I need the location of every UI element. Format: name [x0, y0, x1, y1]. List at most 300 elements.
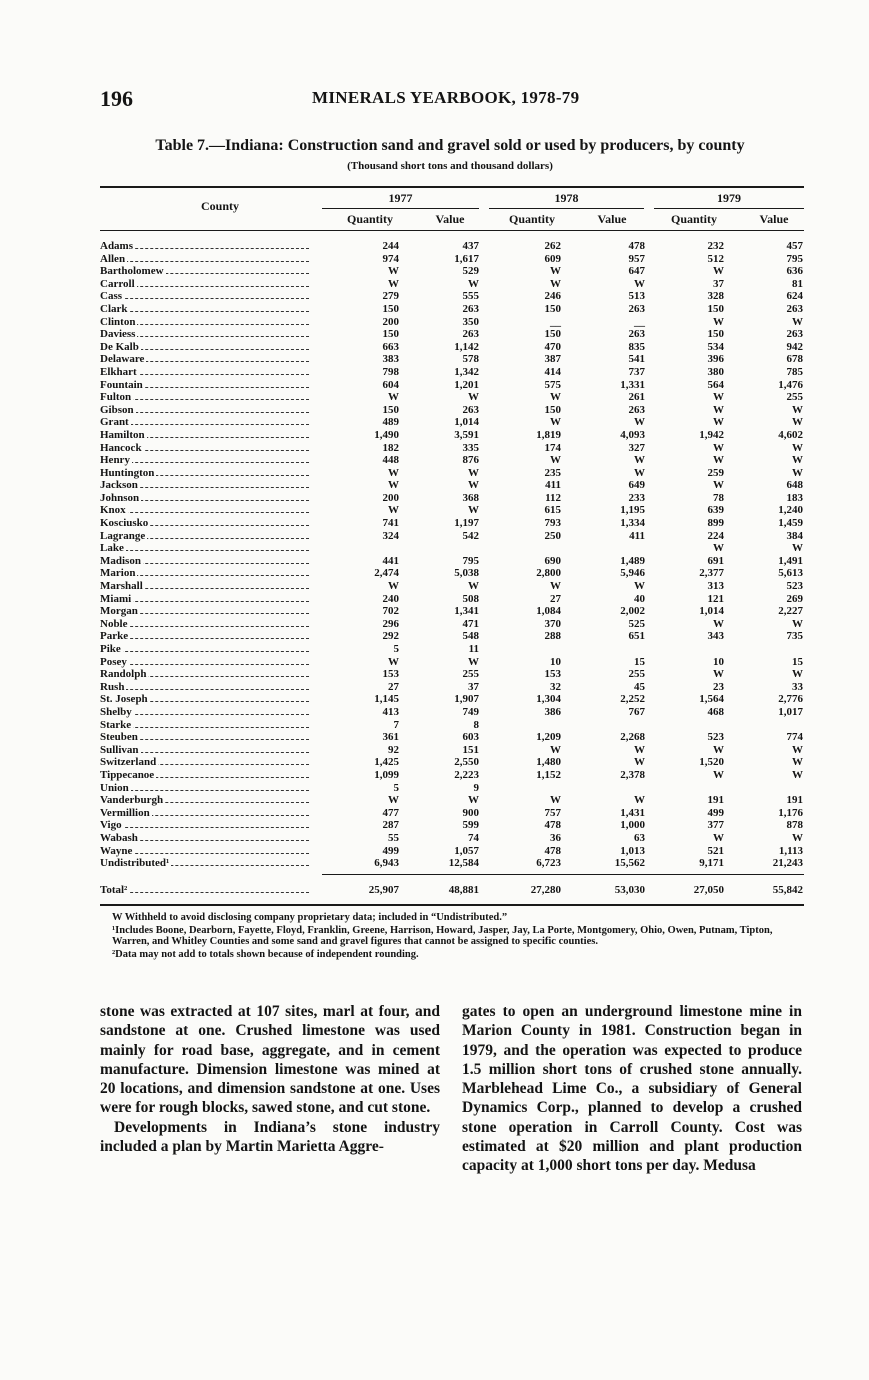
quantity-1977-cell: 448 [382, 454, 399, 467]
total-label-cell [100, 884, 315, 896]
county-cell [100, 479, 315, 492]
county-name: Johnson [100, 491, 140, 504]
county-cell [100, 416, 315, 429]
quantity-1979-cell [645, 719, 724, 732]
value-1977-cell: 1,617 [454, 252, 479, 265]
value-1977-cell: 8 [473, 718, 479, 731]
value-1978-cell: W [634, 466, 645, 479]
quantity-1978-cell: 1,480 [536, 756, 561, 769]
quantity-1978-cell: 1,209 [536, 731, 561, 744]
table-row [100, 857, 804, 870]
quantity-1977-cell: 27 [388, 680, 399, 693]
quantity-1979-cell: 534 [707, 340, 724, 353]
value-1978-cell: 261 [628, 391, 645, 404]
county-cell [100, 278, 315, 291]
table-row [100, 328, 804, 341]
quantity-1979-cell: 343 [707, 630, 724, 643]
quantity-1978-cell: 1,819 [536, 428, 561, 441]
quantity-1977-cell: W [388, 265, 399, 278]
quantity-1977-cell: 383 [382, 353, 399, 366]
value-1978-cell: 63 [634, 831, 645, 844]
value-1979-cell: 263 [786, 302, 803, 315]
county-cell [100, 517, 315, 530]
table-row [100, 316, 804, 329]
value-1977-cell: 603 [462, 731, 479, 744]
value-1978-cell: 835 [628, 340, 645, 353]
table-row [100, 656, 804, 669]
total-quantity-1977: 25,907 [368, 884, 399, 896]
quantity-1979-cell: 512 [707, 252, 724, 265]
year-1977-rule [322, 208, 479, 209]
table-row [100, 404, 804, 417]
value-1979-cell: 81 [792, 277, 803, 290]
quantity-1979-cell: 1,942 [699, 428, 724, 441]
county-name: Randolph [100, 668, 147, 681]
year-1979-rule [654, 208, 804, 209]
table-row [100, 542, 804, 555]
dot-leader [100, 261, 309, 262]
quantity-1978-cell: 262 [544, 240, 561, 252]
county-name: Union [100, 781, 129, 794]
quantity-1977-cell: 324 [382, 529, 399, 542]
footnote-1: ¹Includes Boone, Dearborn, Fayette, Floyd, Franklin, Greene, Harrison, Howard, Jasper, Jay, La Porte, Montgomery, Ohio, Owen, Putnam, Tipton, Warren, and Whitley Counties and some sand and gravel figures that cannot be assigned to specific counties. [112, 924, 773, 947]
quantity-1978-cell: 1,084 [536, 605, 561, 618]
county-name: Switzerland [100, 756, 157, 769]
subheader-value-1979: Value [759, 212, 789, 226]
value-1978-cell: 767 [628, 705, 645, 718]
value-1979-cell: 1,459 [778, 517, 803, 530]
value-1979-cell: 523 [786, 580, 803, 593]
left-paragraph-2: Developments in Indiana’s stone industry included a plan by Martin Marietta Aggre- [100, 1118, 440, 1156]
quantity-1979-cell: W [713, 416, 724, 429]
value-1979-cell: 735 [786, 630, 803, 643]
quantity-1977-cell: 200 [382, 315, 399, 328]
value-1978-cell [561, 719, 645, 732]
quantity-1977-cell: 1,490 [374, 428, 399, 441]
county-cell [100, 832, 315, 845]
county-cell [100, 366, 315, 379]
table-row [100, 567, 804, 580]
subheader-quantity-1977: Quantity [346, 212, 393, 226]
value-1979-cell: W [792, 743, 803, 756]
quantity-1979-cell: 191 [707, 794, 724, 807]
county-name: Daviess [100, 328, 136, 341]
table-title: Table 7.—Indiana: Construction sand and gravel sold or used by producers, by county [155, 137, 745, 154]
county-cell [100, 845, 315, 858]
quantity-1977-cell: W [388, 466, 399, 479]
quantity-1979-cell: W [713, 454, 724, 467]
value-1977-cell: W [468, 479, 479, 492]
table-row [100, 353, 804, 366]
table-row [100, 630, 804, 643]
dot-leader [100, 689, 309, 690]
quantity-1978-cell [479, 719, 561, 732]
table-row [100, 832, 804, 845]
county-cell [100, 719, 315, 732]
value-1977-cell: 1,907 [454, 693, 479, 706]
quantity-1978-cell: 757 [544, 806, 561, 819]
value-1977-cell: 542 [462, 529, 479, 542]
quantity-1977-cell: 296 [382, 617, 399, 630]
dot-leader [100, 626, 309, 627]
quantity-1979-cell: 468 [707, 705, 724, 718]
dot-leader [100, 298, 309, 299]
total-label: Total² [100, 884, 128, 896]
county-name: Kosciusko [100, 517, 149, 530]
value-1977-cell: 1,341 [454, 605, 479, 618]
quantity-1978-cell: 615 [544, 504, 561, 517]
quantity-1977-cell: 200 [382, 491, 399, 504]
county-cell [100, 580, 315, 593]
quantity-1979-cell: 259 [707, 466, 724, 479]
value-1978-cell: W [634, 580, 645, 593]
value-1978-cell: 1,000 [620, 819, 645, 832]
county-name: Vanderburgh [100, 794, 164, 807]
value-1978-cell: 255 [628, 668, 645, 681]
quantity-1977-cell: 798 [382, 365, 399, 378]
value-1979-cell: 269 [786, 592, 803, 605]
county-name: Fountain [100, 378, 143, 391]
quantity-1977-cell: 361 [382, 731, 399, 744]
table-row [100, 744, 804, 757]
county-name: Miami [100, 592, 132, 605]
value-1978-cell: 2,002 [620, 605, 645, 618]
county-cell [100, 668, 315, 681]
value-1978-cell: 5,946 [620, 567, 645, 580]
county-name: Henry [100, 454, 130, 467]
value-1977-cell: 151 [462, 743, 479, 756]
county-cell [100, 605, 315, 618]
quantity-1979-cell [645, 643, 724, 656]
county-name: Posey [100, 655, 127, 668]
value-1978-cell: 1,334 [620, 517, 645, 530]
quantity-1977-cell: 7 [393, 718, 399, 731]
year-1978-rule [489, 208, 644, 209]
county-cell [100, 265, 315, 278]
table-row [100, 580, 804, 593]
quantity-1979-cell: W [713, 831, 724, 844]
quantity-1977-cell: W [388, 580, 399, 593]
quantity-1978-cell: 1,304 [536, 693, 561, 706]
value-1977-cell: 3,591 [454, 428, 479, 441]
table-row [100, 492, 804, 505]
value-1979-cell: 942 [786, 340, 803, 353]
county-name: Wabash [100, 831, 138, 844]
table-row [100, 756, 804, 769]
quantity-1979-cell: 377 [707, 819, 724, 832]
dot-leader [100, 424, 309, 425]
table-row [100, 618, 804, 631]
quantity-1977-cell: 702 [382, 605, 399, 618]
county-cell [100, 353, 315, 366]
value-1977-cell: 263 [462, 328, 479, 341]
quantity-1977-cell: 279 [382, 290, 399, 303]
quantity-1979-cell: 78 [713, 491, 724, 504]
quantity-1978-cell: 153 [544, 668, 561, 681]
table-row [100, 341, 804, 354]
page-number: 196 [100, 86, 133, 111]
value-1977-cell: 1,057 [454, 844, 479, 857]
county-name: Bartholomew [100, 265, 164, 278]
quantity-1978-cell: 150 [544, 302, 561, 315]
value-1978-cell: 957 [628, 252, 645, 265]
quantity-1978-cell [479, 643, 561, 656]
table-row [100, 467, 804, 480]
quantity-1979-cell: 224 [707, 529, 724, 542]
quantity-1979-cell: 396 [707, 353, 724, 366]
total-value-1979: 55,842 [772, 884, 803, 896]
subheader-quantity-1979: Quantity [670, 212, 717, 226]
value-1977-cell: 900 [462, 806, 479, 819]
value-1977-cell: 437 [462, 240, 479, 252]
quantity-1979-cell: 380 [707, 365, 724, 378]
quantity-1979-cell: 37 [713, 277, 724, 290]
value-1979-cell: 191 [786, 794, 803, 807]
value-1977-cell: 335 [462, 441, 479, 454]
county-cell [100, 555, 315, 568]
value-1977-cell: W [468, 466, 479, 479]
value-1977-cell: 578 [462, 353, 479, 366]
county-name: Knox [100, 504, 126, 517]
value-1979-cell: 678 [786, 353, 803, 366]
right-paragraph-1: gates to open an underground limestone mine in Marion County in 1981. Construction began in 1979, and the operation was expected to produce 1.5 million short tons of crushed stone annually. Marblehead Lime Co., a subsidiary of General Dynamics Corp., planned to develop a crushed stone operation in Carroll County. Cost was estimated at $20 million and plant production capacity at 1,000 short tons per day. Medusa [462, 1003, 802, 1175]
quantity-1977-cell: 499 [382, 844, 399, 857]
value-1979-cell: 624 [786, 290, 803, 303]
county-cell [100, 467, 315, 480]
left-text-column [100, 1002, 440, 1156]
dot-leader [100, 550, 309, 551]
quantity-1978-cell: 36 [550, 831, 561, 844]
quantity-1977-cell: 413 [382, 705, 399, 718]
header-bottom-rule [100, 230, 804, 231]
value-1979-cell: W [792, 466, 803, 479]
table-row [100, 693, 804, 706]
left-paragraph-1: stone was extracted at 107 sites, marl at four, and sandstone at one. Crushed limestone was used mainly for road base, aggregate, and in cement manufacture. Dimension limestone was mined at 20 locations, and dimension sandstone at one. Uses were for rough blocks, sawed stone, and cut stone. [100, 1003, 440, 1117]
county-name: Tippecanoe [100, 768, 155, 781]
quantity-1978-cell: 2,800 [536, 567, 561, 580]
year-header-1978: 1978 [554, 191, 579, 205]
value-1979-cell [724, 782, 803, 795]
table-bottom-rule [100, 904, 804, 906]
county-name: De Kalb [100, 340, 139, 353]
value-1979-cell: 648 [786, 479, 803, 492]
value-1977-cell: W [468, 655, 479, 668]
total-quantity-1979: 27,050 [693, 884, 724, 896]
value-1979-cell [724, 719, 803, 732]
county-name: Starke [100, 718, 132, 731]
county-name: Hamilton [100, 428, 145, 441]
county-cell [100, 567, 315, 580]
county-name: Madison [100, 554, 141, 567]
quantity-1977-cell: 244 [382, 240, 399, 252]
quantity-1978-cell: W [550, 580, 561, 593]
year-header-1979: 1979 [717, 191, 741, 205]
quantity-1978-cell: 288 [544, 630, 561, 643]
value-1977-cell: 555 [462, 290, 479, 303]
table-row [100, 668, 804, 681]
quantity-1978-cell: 1,152 [536, 768, 561, 781]
dot-leader [100, 892, 309, 893]
value-1979-cell: 33 [792, 680, 803, 693]
quantity-1977-cell: 1,099 [374, 768, 399, 781]
total-value-1978: 53,030 [614, 884, 645, 896]
value-1978-cell: W [634, 756, 645, 769]
value-1979-cell: 1,113 [778, 844, 803, 857]
county-name: Grant [100, 416, 129, 429]
quantity-1979-cell: 1,564 [699, 693, 724, 706]
value-1978-cell: 737 [628, 365, 645, 378]
county-name: Shelby [100, 705, 132, 718]
quantity-1977-cell: 150 [382, 328, 399, 341]
quantity-1977-cell: W [388, 479, 399, 492]
table-row [100, 819, 804, 832]
quantity-1978-cell: 112 [545, 491, 561, 504]
county-cell [100, 769, 315, 782]
total-quantity-1978: 27,280 [530, 884, 561, 896]
table-row [100, 769, 804, 782]
county-name: Allen [100, 252, 126, 265]
value-1978-cell: W [634, 743, 645, 756]
county-cell [100, 542, 315, 555]
quantity-1977-cell: 663 [382, 340, 399, 353]
quantity-1978-cell: W [550, 743, 561, 756]
quantity-1977-cell: 6,943 [374, 857, 399, 870]
subheader-value-1977: Value [435, 212, 465, 226]
value-1977-cell: 548 [462, 630, 479, 643]
dot-leader [100, 827, 309, 828]
value-1979-cell: W [792, 315, 803, 328]
value-1978-cell: 541 [628, 353, 645, 366]
quantity-1979-cell: 523 [707, 731, 724, 744]
value-1979-cell: 2,776 [778, 693, 803, 706]
value-1978-cell: 647 [628, 265, 645, 278]
value-1977-cell: 2,550 [454, 756, 479, 769]
table-row [100, 265, 804, 278]
value-1977-cell: 368 [462, 491, 479, 504]
value-1979-cell: 785 [786, 365, 803, 378]
dot-leader [100, 311, 309, 312]
quantity-1977-cell: 182 [382, 441, 399, 454]
quantity-1979-cell: 564 [707, 378, 724, 391]
county-name: St. Joseph [100, 693, 148, 706]
table-row [100, 366, 804, 379]
value-1977-cell: 9 [473, 781, 479, 794]
quantity-1978-cell: 27 [550, 592, 561, 605]
value-1979-cell: 384 [786, 529, 803, 542]
quantity-1979-cell: W [713, 542, 724, 555]
quantity-1977-cell: W [388, 277, 399, 290]
table-row [100, 442, 804, 455]
quantity-1977-cell: 150 [382, 403, 399, 416]
quantity-1979-cell: 150 [707, 302, 724, 315]
quantity-1978-cell: 6,723 [536, 857, 561, 870]
value-1977-cell: 263 [462, 403, 479, 416]
quantity-1977-cell: 150 [382, 302, 399, 315]
value-1979-cell: W [792, 756, 803, 769]
quantity-1977-cell: 741 [382, 517, 399, 530]
value-1977-cell: 1,201 [454, 378, 479, 391]
value-1978-cell: 2,252 [620, 693, 645, 706]
quantity-1978-cell: 150 [544, 403, 561, 416]
value-1979-cell: 1,176 [778, 806, 803, 819]
quantity-1977-cell: 1,425 [374, 756, 399, 769]
county-name: Huntington [100, 466, 155, 479]
quantity-1977-cell: 92 [388, 743, 399, 756]
quantity-1979-cell: W [713, 315, 724, 328]
value-1977-cell: 2,223 [454, 768, 479, 781]
value-1978-cell: 233 [628, 491, 645, 504]
value-1978-cell: 651 [628, 630, 645, 643]
county-name: Adams [100, 240, 134, 252]
quantity-1979-cell: 1,014 [699, 605, 724, 618]
value-1977-cell: 876 [462, 454, 479, 467]
value-1979-cell: 1,491 [778, 554, 803, 567]
value-1977-cell: 1,197 [454, 517, 479, 530]
value-1977-cell: 471 [462, 617, 479, 630]
county-cell [100, 744, 315, 757]
table-row [100, 719, 804, 732]
quantity-1979-cell: W [713, 403, 724, 416]
county-cell [100, 240, 315, 253]
quantity-1979-cell: 1,520 [699, 756, 724, 769]
quantity-1979-cell: 2,377 [699, 567, 724, 580]
value-1979-cell: W [792, 542, 803, 555]
value-1978-cell: 1,331 [620, 378, 645, 391]
county-cell [100, 794, 315, 807]
total-top-rule [322, 874, 804, 875]
value-1977-cell: 263 [462, 302, 479, 315]
quantity-1978-cell: W [550, 794, 561, 807]
quantity-1977-cell: 2,474 [374, 567, 399, 580]
quantity-1978-cell: 478 [544, 844, 561, 857]
quantity-1977-cell: 604 [382, 378, 399, 391]
county-cell [100, 782, 315, 795]
quantity-1977-cell: 240 [382, 592, 399, 605]
subheader-value-1978: Value [597, 212, 627, 226]
value-1979-cell: 774 [786, 731, 803, 744]
quantity-1977-cell: 292 [382, 630, 399, 643]
value-1978-cell: __ [634, 315, 645, 328]
county-cell [100, 756, 315, 769]
county-name: Wayne [100, 844, 133, 857]
value-1979-cell: 878 [786, 819, 803, 832]
value-1977-cell: 37 [468, 680, 479, 693]
quantity-1979-cell: W [713, 768, 724, 781]
dot-leader [100, 651, 309, 652]
quantity-1979-cell: 9,171 [699, 857, 724, 870]
value-1978-cell [561, 643, 645, 656]
county-cell [100, 681, 315, 694]
county-cell [100, 379, 315, 392]
county-name: Fulton [100, 391, 132, 404]
table-row [100, 530, 804, 543]
value-1978-cell: 513 [628, 290, 645, 303]
quantity-1977-cell: 441 [382, 554, 399, 567]
value-1977-cell: 795 [462, 554, 479, 567]
quantity-1978-cell: W [550, 454, 561, 467]
table-row [100, 555, 804, 568]
value-1977-cell: 1,142 [454, 340, 479, 353]
county-cell [100, 643, 315, 656]
dot-leader [100, 664, 309, 665]
quantity-1978-cell: 470 [544, 340, 561, 353]
value-1979-cell: 1,017 [778, 705, 803, 718]
table-row [100, 454, 804, 467]
county-name: Carroll [100, 277, 135, 290]
quantity-1978-cell: 793 [544, 517, 561, 530]
dot-leader [100, 790, 309, 791]
quantity-1978-cell: 609 [544, 252, 561, 265]
